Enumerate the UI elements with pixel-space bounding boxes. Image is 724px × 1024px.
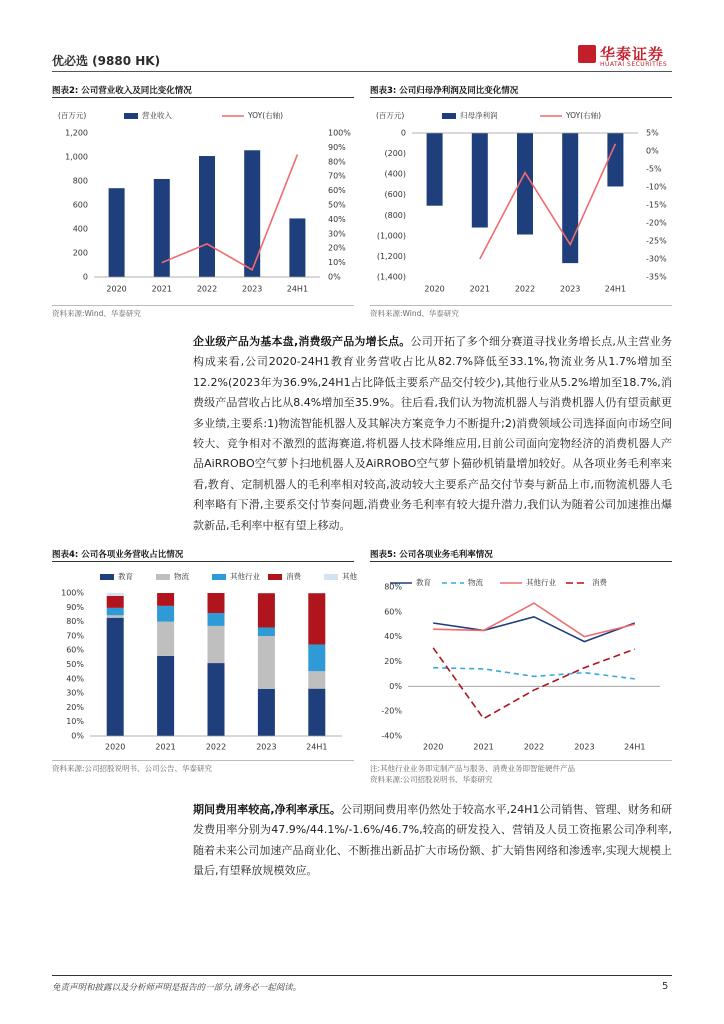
y-tick-label: 10% bbox=[66, 717, 84, 727]
y2-tick-label: -30% bbox=[646, 254, 667, 264]
yoy-line bbox=[162, 155, 298, 270]
y-tick-label: 90% bbox=[66, 602, 84, 612]
y-tick-label: 30% bbox=[66, 688, 84, 698]
y-tick-label: -20% bbox=[381, 706, 402, 716]
legend-label-1: 物流 bbox=[468, 578, 483, 587]
y2-tick-label: -5% bbox=[646, 164, 662, 174]
y2-tick-label: 90% bbox=[328, 142, 346, 152]
fig4-source-rule bbox=[52, 760, 354, 761]
legend-label-1: 物流 bbox=[174, 572, 189, 581]
x-tick-label: 24H1 bbox=[624, 742, 646, 752]
y-tick-label: (1,400) bbox=[376, 272, 406, 282]
legend-label-0: 营业收入 bbox=[142, 111, 172, 120]
x-tick-label: 2021 bbox=[469, 284, 490, 294]
bar-24H1 bbox=[607, 133, 623, 186]
y-tick-label: 20% bbox=[66, 702, 84, 712]
fig2-chart bbox=[52, 100, 357, 305]
legend-label-1: YOY(右轴) bbox=[248, 111, 284, 120]
fig3-chart bbox=[370, 100, 675, 305]
y-tick-label: 0 bbox=[400, 128, 406, 138]
y2-tick-label: -25% bbox=[646, 236, 667, 246]
bar-segment-物流-2021 bbox=[157, 622, 174, 656]
y-tick-label: 60% bbox=[384, 607, 402, 617]
y-tick-label: (200) bbox=[384, 149, 406, 159]
bar-segment-教育-2022 bbox=[208, 663, 225, 736]
legend-label-2: 其他行业 bbox=[230, 572, 260, 581]
fig5-source-rule bbox=[370, 760, 672, 761]
y-tick-label: 800 bbox=[72, 176, 88, 186]
fig4-chart bbox=[52, 565, 357, 758]
body-paragraph-2 bbox=[193, 800, 672, 882]
legend-swatch-0 bbox=[100, 574, 114, 580]
legend-swatch-0 bbox=[442, 113, 456, 119]
legend-label-1: YOY(右轴) bbox=[566, 111, 602, 120]
y-tick-label: (600) bbox=[384, 190, 406, 200]
fig5-title-rule bbox=[370, 561, 672, 562]
fig3-title-rule bbox=[370, 97, 672, 98]
unit-label: (百万元) bbox=[58, 111, 87, 120]
x-tick-label: 2021 bbox=[473, 742, 494, 752]
x-tick-label: 24H1 bbox=[604, 284, 627, 294]
x-tick-label: 2022 bbox=[523, 742, 545, 752]
bar-2021 bbox=[472, 133, 488, 228]
unit-label: (百万元) bbox=[376, 111, 405, 120]
y-tick-label: (400) bbox=[384, 169, 406, 179]
y2-tick-label: 50% bbox=[328, 200, 346, 210]
fig2-source-rule bbox=[52, 305, 354, 306]
bar-segment-消费-2022 bbox=[208, 593, 225, 613]
y2-tick-label: -20% bbox=[646, 218, 667, 228]
x-tick-label: 2023 bbox=[242, 284, 263, 294]
bar-segment-教育-2023 bbox=[258, 689, 275, 736]
fig5-title: 图表5: 公司各项业务毛利率情况 bbox=[370, 550, 493, 560]
fig3-title: 图表3: 公司归母净利润及同比变化情况 bbox=[370, 86, 519, 96]
series-line-消费 bbox=[433, 648, 635, 719]
bar-segment-教育-2020 bbox=[107, 618, 124, 736]
y-tick-label: 100% bbox=[61, 588, 84, 598]
y2-tick-label: 0% bbox=[646, 146, 659, 156]
y-tick-label: 40% bbox=[384, 632, 402, 642]
page-number: 5 bbox=[662, 981, 669, 992]
report-title: 优必选 (9880 HK) bbox=[52, 54, 161, 68]
y-tick-label: 0 bbox=[82, 272, 88, 282]
body-paragraph-1 bbox=[193, 332, 672, 536]
fig4-title-rule bbox=[52, 561, 354, 562]
x-tick-label: 2023 bbox=[256, 742, 277, 752]
bar-segment-其他行业-2021 bbox=[157, 606, 174, 622]
bar-segment-其他行业-2020 bbox=[107, 608, 124, 615]
y2-tick-label: 30% bbox=[328, 229, 346, 239]
y-tick-label: 0% bbox=[71, 731, 84, 741]
para2-lead: 期间费用率较高,净利率承压。 bbox=[193, 803, 341, 816]
bar-2020 bbox=[109, 188, 125, 277]
y-tick-label: 70% bbox=[66, 631, 84, 641]
bar-segment-教育-2021 bbox=[157, 656, 174, 736]
para2-text: 公司期间费用率仍然处于较高水平,24H1公司销售、管理、财务和研发费用率分别为47.9%/44.1%/-1.6%/46.7%,较高的研发投入、营销及人员工资拖累公司净利率,随着未来公司加速产品商业化、不断推出新品扩大市场份额、扩大销售网络和渗透率,实现大规模上量后,有望释放规模效应。 bbox=[193, 803, 673, 878]
y-tick-label: (800) bbox=[384, 210, 406, 220]
bar-segment-物流-2020 bbox=[107, 615, 124, 617]
x-tick-label: 2021 bbox=[151, 284, 172, 294]
y2-tick-label: 70% bbox=[328, 171, 346, 181]
y-tick-label: -40% bbox=[381, 731, 402, 741]
fig2-source: 资料来源:Wind、华泰研究 bbox=[52, 309, 141, 318]
y-tick-label: 60% bbox=[66, 645, 84, 655]
x-tick-label: 2020 bbox=[424, 284, 445, 294]
x-tick-label: 2020 bbox=[105, 742, 126, 752]
x-tick-label: 2022 bbox=[205, 742, 227, 752]
x-tick-label: 2022 bbox=[196, 284, 218, 294]
bar-segment-物流-24H1 bbox=[308, 671, 325, 688]
bar-segment-消费-24H1 bbox=[308, 593, 325, 644]
y2-tick-label: 0% bbox=[328, 272, 341, 282]
x-tick-label: 24H1 bbox=[306, 742, 328, 752]
y-tick-label: 200 bbox=[72, 248, 88, 258]
y-tick-label: 400 bbox=[72, 224, 88, 234]
bar-segment-消费-2021 bbox=[157, 593, 174, 606]
fig3-source: 资料来源:Wind、华泰研究 bbox=[370, 309, 459, 318]
x-tick-label: 2021 bbox=[155, 742, 176, 752]
y-tick-label: 40% bbox=[66, 674, 84, 684]
y2-tick-label: -35% bbox=[646, 272, 667, 282]
y2-tick-label: 60% bbox=[328, 186, 346, 196]
x-tick-label: 2020 bbox=[106, 284, 127, 294]
yoy-line bbox=[480, 144, 616, 259]
legend-swatch-4 bbox=[324, 574, 338, 580]
y-tick-label: 1,200 bbox=[65, 128, 88, 138]
y-tick-label: 20% bbox=[384, 657, 402, 666]
fig4-source: 资料来源:公司招股说明书、公司公告、华泰研究 bbox=[52, 764, 213, 773]
bar-segment-消费-2020 bbox=[107, 596, 124, 608]
y-tick-label: (1,200) bbox=[376, 251, 406, 261]
x-tick-label: 2020 bbox=[423, 742, 444, 752]
bar-segment-其他行业-2022 bbox=[208, 613, 225, 626]
bar-segment-物流-2023 bbox=[258, 636, 275, 689]
x-tick-label: 2022 bbox=[514, 284, 536, 294]
legend-label-0: 教育 bbox=[416, 578, 431, 587]
y2-tick-label: -15% bbox=[646, 200, 667, 210]
y-tick-label: 0% bbox=[389, 681, 402, 691]
fig5-note: 注:其他行业业务即定制产品与服务、消费业务即智能硬件产品 bbox=[370, 764, 576, 773]
legend-swatch-2 bbox=[212, 574, 226, 580]
y2-tick-label: 20% bbox=[328, 243, 346, 253]
logo-text-cn: 华泰证券 bbox=[600, 45, 665, 63]
bar-2022 bbox=[199, 156, 215, 277]
fig2-title: 图表2: 公司营业收入及同比变化情况 bbox=[52, 86, 192, 96]
legend-swatch-3 bbox=[268, 574, 282, 580]
para1-lead: 企业级产品为基本盘,消费级产品为增长点。 bbox=[193, 335, 411, 348]
bar-segment-教育-24H1 bbox=[308, 689, 325, 736]
bar-2020 bbox=[427, 133, 443, 206]
y2-tick-label: 5% bbox=[646, 128, 659, 138]
y-tick-label: 80% bbox=[66, 617, 84, 627]
y2-tick-label: -10% bbox=[646, 182, 667, 192]
header-rule bbox=[52, 71, 672, 72]
y-tick-label: 1,000 bbox=[65, 152, 88, 162]
y2-tick-label: 40% bbox=[328, 214, 346, 224]
y-tick-label: (1,000) bbox=[376, 231, 406, 241]
series-line-物流 bbox=[433, 668, 635, 679]
fig5-source: 资料来源:公司招股说明书、华泰研究 bbox=[370, 775, 493, 784]
x-tick-label: 24H1 bbox=[286, 284, 309, 294]
bar-segment-消费-2023 bbox=[258, 593, 275, 627]
bar-2023 bbox=[244, 150, 260, 277]
bar-24H1 bbox=[289, 218, 305, 277]
y2-tick-label: 100% bbox=[328, 128, 351, 138]
series-line-其他行业 bbox=[433, 603, 635, 637]
legend-swatch-0 bbox=[124, 113, 138, 119]
fig5-chart bbox=[370, 565, 675, 758]
bar-segment-其他-2020 bbox=[107, 593, 124, 596]
bar-segment-物流-2022 bbox=[208, 626, 225, 663]
y-tick-label: 80% bbox=[384, 582, 402, 592]
legend-label-3: 消费 bbox=[286, 572, 301, 581]
x-tick-label: 2023 bbox=[560, 284, 581, 294]
footer-disclaimer: 免责声明和披露以及分析师声明是报告的一部分,请务必一起阅读。 bbox=[52, 983, 302, 993]
legend-label-4: 其他 bbox=[342, 572, 357, 581]
huatai-logo-icon bbox=[578, 45, 596, 63]
legend-label-3: 消费 bbox=[592, 578, 607, 587]
fig3-source-rule bbox=[370, 305, 672, 306]
legend-swatch-1 bbox=[156, 574, 170, 580]
legend-label-0: 归母净利润 bbox=[460, 111, 498, 120]
para1-text: 公司开拓了多个细分赛道寻找业务增长点,从主营业务构成来看,公司2020-24H1教育业务营收占比从82.7%降低至33.1%,物流业务从1.7%增加至12.2%(2023年为36.9%,24H1占比降低主要系产品交付较少),其他行业从5.2%增加至18.7%,消费级产品营收占比从8.4%增加至35.9%。往后看,我们认为物流机器人与消费机器人仍有望贡献更多业绩,主要系:1)物流智能机器人及其解决方案竞争力不断提升;2)消费领域公司选择面向市场空间较大、竞争相对不激烈的蓝海赛道,将机器人技术降维应用,目前公司面向宠物经济的消费机器人产品AiRROBO空气萝卜扫地机器人及AiRROBO空气萝卜猫砂机销量增加较好。从各项业务毛利率来看,教育、定制机器人的毛利率相对较高,波动较大主要系产品交付节奏与新品上市,而物流机器人毛利率略有下滑,主要系交付节奏问题,消费业务毛利率有较大提升潜力,我们认为随着公司加速推出爆款新品,毛利率中枢有望上移动。 bbox=[193, 335, 672, 532]
bar-segment-其他行业-2023 bbox=[258, 627, 275, 636]
y2-tick-label: 80% bbox=[328, 157, 346, 167]
y2-tick-label: 10% bbox=[328, 258, 346, 268]
fig2-title-rule bbox=[52, 97, 354, 98]
bar-segment-其他行业-24H1 bbox=[308, 644, 325, 671]
fig4-title: 图表4: 公司各项业务营收占比情况 bbox=[52, 550, 184, 560]
logo-text-en: HUATAI SECURITIES bbox=[600, 61, 668, 68]
y-tick-label: 50% bbox=[66, 660, 84, 669]
legend-label-2: 其他行业 bbox=[526, 578, 556, 587]
footer-rule bbox=[52, 975, 672, 976]
legend-label-0: 教育 bbox=[118, 572, 133, 581]
x-tick-label: 2023 bbox=[574, 742, 595, 752]
y-tick-label: 600 bbox=[72, 200, 88, 210]
